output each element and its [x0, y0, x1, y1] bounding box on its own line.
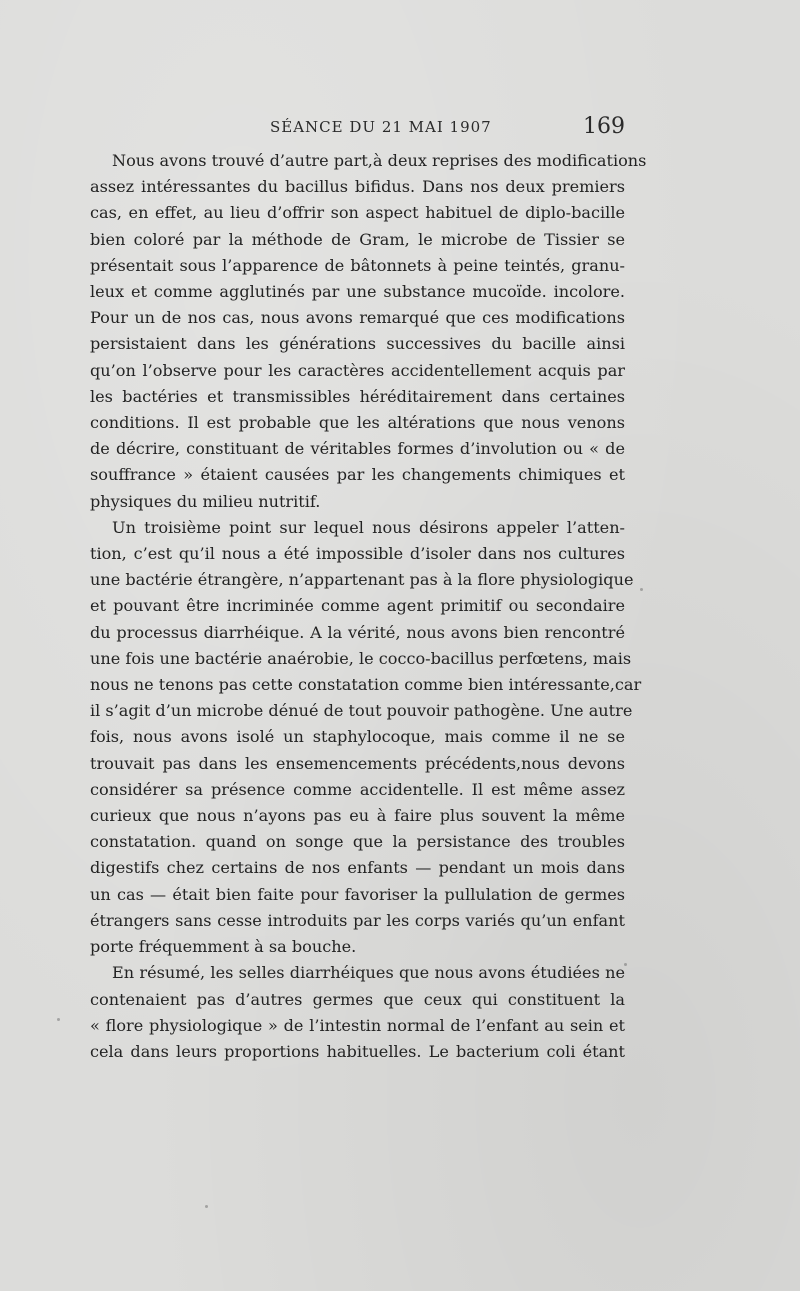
text-line: de décrire, constituant de véritables formes d’involution ou « de: [90, 439, 625, 459]
paper-speck: [624, 963, 627, 966]
page-number: 169: [583, 114, 625, 139]
text-line: trouvait pas dans les ensemencements précédents,nous devons: [90, 753, 625, 773]
text-line: étrangers sans cesse introduits par les corps variés qu’un enfant: [90, 910, 625, 930]
text-line: présentait sous l’apparence de bâtonnets à peine teintés, granu-: [90, 255, 625, 275]
paper-speck: [57, 1018, 60, 1021]
text-line: constatation. quand on songe que la persistance des troubles: [90, 832, 625, 852]
text-line: les bactéries et transmissibles héréditairement dans certaines: [90, 386, 625, 406]
text-line: bien coloré par la méthode de Gram, le microbe de Tissier se: [90, 229, 625, 249]
text-line: assez intéressantes du bacillus bifidus. Dans nos deux premiers: [90, 177, 625, 197]
text-line: un cas — était bien faite pour favoriser la pullulation de germes: [90, 884, 625, 904]
text-line: une fois une bactérie anaérobie, le cocco-bacillus perfœtens, mais: [90, 648, 632, 668]
text-line: souffrance » étaient causées par les changements chimiques et: [90, 465, 625, 485]
text-line: En résumé, les selles diarrhéiques que nous avons étudiées ne: [112, 963, 625, 983]
text-line: et pouvant être incriminée comme agent primitif ou secondaire: [90, 596, 625, 616]
text-line: tion, c’est qu’il nous a été impossible d’isoler dans nos cultures: [90, 544, 625, 564]
text-line: Nous avons trouvé d’autre part,à deux reprises des modifications: [112, 151, 647, 170]
text-line: curieux que nous n’ayons pas eu à faire plus souvent la même: [90, 806, 625, 826]
running-head: [90, 116, 625, 146]
text-line: conditions. Il est probable que les altérations que nous venons: [90, 413, 625, 433]
text-line: persistaient dans les générations successives du bacille ainsi: [90, 334, 625, 354]
paper-speck: [640, 588, 643, 591]
text-line: cas, en effet, au lieu d’offrir son aspect habituel de diplo-bacille: [90, 203, 625, 223]
text-line: nous ne tenons pas cette constatation comme bien intéressante,car: [90, 675, 642, 695]
running-title: SÉANCE DU 21 MAI 1907: [270, 118, 492, 136]
text-line: « flore physiologique » de l’intestin normal de l’enfant au sein et: [90, 1015, 625, 1035]
text-line: du processus diarrhéique. A la vérité, nous avons bien rencontré: [90, 622, 625, 642]
paper-speck: [205, 1205, 208, 1208]
body-text: [90, 148, 647, 1065]
text-line: contenaient pas d’autres germes que ceux qui constituent la: [90, 989, 625, 1009]
text-line: considérer sa présence comme accidentelle. Il est même assez: [90, 779, 625, 799]
text-line: cela dans leurs proportions habituelles. Le bacterium coli étant: [90, 1041, 625, 1061]
text-line: Un troisième point sur lequel nous désirons appeler l’atten-: [112, 517, 625, 537]
text-line: physiques du milieu nutritif.: [90, 491, 321, 511]
text-line: il s’agit d’un microbe dénué de tout pouvoir pathogène. Une autre: [90, 701, 633, 721]
text-line: digestifs chez certains de nos enfants — pendant un mois dans: [90, 858, 625, 878]
text-line: qu’on l’observe pour les caractères accidentellement acquis par: [90, 360, 625, 380]
text-line: fois, nous avons isolé un staphylocoque, mais comme il ne se: [90, 727, 625, 747]
text-line: une bactérie étrangère, n’appartenant pas à la flore physiologique: [90, 570, 634, 590]
text-line: leux et comme agglutinés par une substance mucoïde. incolore.: [90, 282, 625, 302]
text-line: porte fréquemment à sa bouche.: [90, 937, 357, 957]
text-line: Pour un de nos cas, nous avons remarqué que ces modifications: [90, 308, 625, 328]
